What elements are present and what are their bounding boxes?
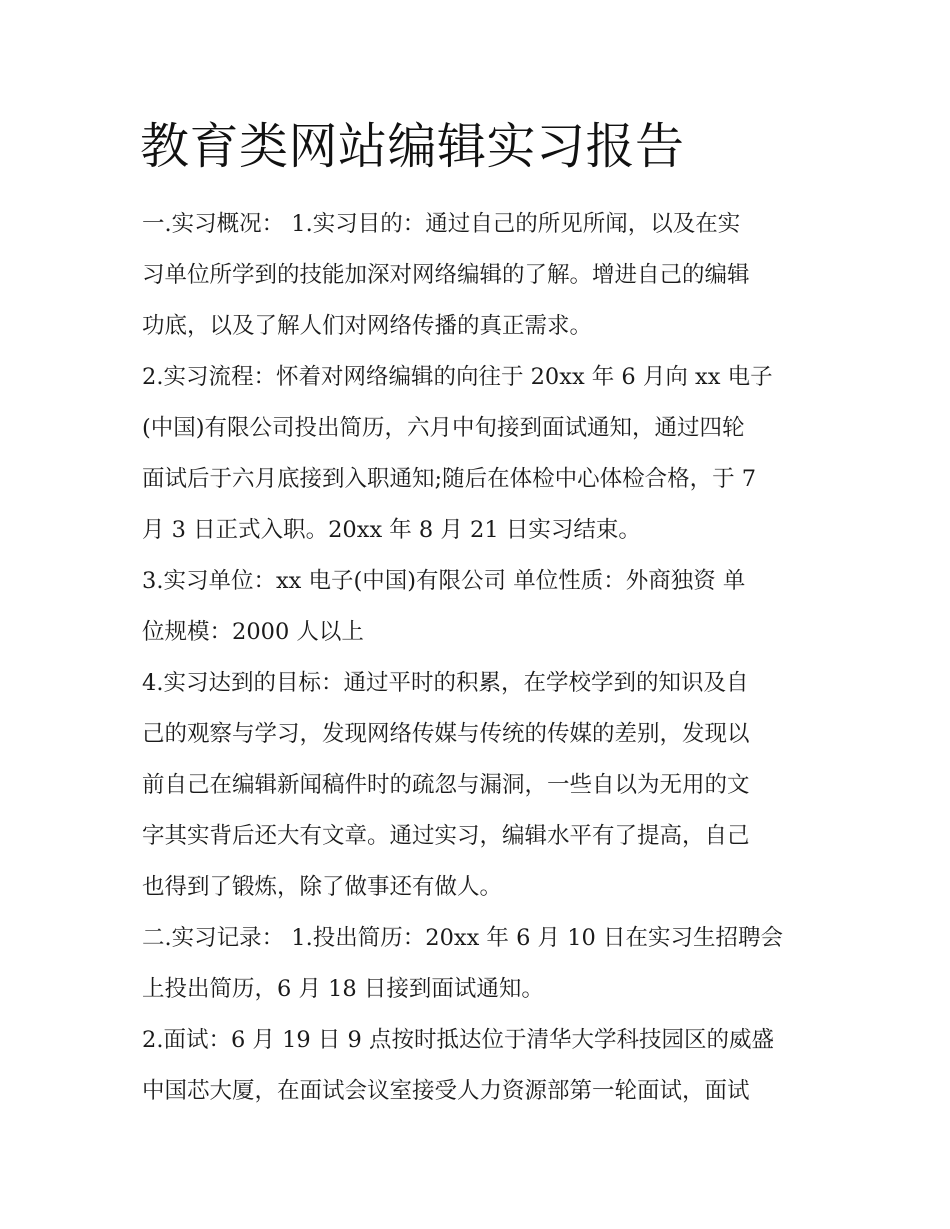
body-line: 面试后于六月底接到入职通知;随后在体检中心体检合格，于 7 xyxy=(142,466,757,492)
document-body xyxy=(142,199,814,1117)
body-line: 功底，以及了解人们对网络传播的真正需求。 xyxy=(142,313,593,339)
body-line: 上投出简历，6 月 18 日接到面试通知。 xyxy=(142,976,544,1002)
body-line: 4.实习达到的目标：通过平时的积累，在学校学到的知识及自 xyxy=(142,670,749,696)
body-line: 己的观察与学习，发现网络传媒与传统的传媒的差别，发现以 xyxy=(142,721,750,747)
body-line: 2.面试：6 月 19 日 9 点按时抵达位于清华大学科技园区的威盛 xyxy=(142,1027,774,1053)
body-line: 2.实习流程：怀着对网络编辑的向往于 20xx 年 6 月向 xx 电子 xyxy=(142,364,773,390)
body-line: 习单位所学到的技能加深对网络编辑的了解。增进自己的编辑 xyxy=(142,262,750,288)
body-line: (中国)有限公司投出简历，六月中旬接到面试通知，通过四轮 xyxy=(142,415,745,441)
body-line: 前自己在编辑新闻稿件时的疏忽与漏洞，一些自以为无用的文 xyxy=(142,772,750,798)
body-line: 位规模：2000 人以上 xyxy=(142,619,364,645)
document-title: 教育类网站编辑实习报告 xyxy=(140,118,685,175)
body-line: 字其实背后还大有文章。通过实习，编辑水平有了提高，自己 xyxy=(142,823,750,849)
body-line: 月 3 日正式入职。20xx 年 8 月 21 日实习结束。 xyxy=(142,517,641,543)
body-line: 中国芯大厦，在面试会议室接受人力资源部第一轮面试，面试 xyxy=(142,1078,750,1104)
body-line: 一.实习概况： 1.实习目的：通过自己的所见所闻，以及在实 xyxy=(142,211,741,237)
body-line: 3.实习单位：xx 电子(中国)有限公司 单位性质：外商独资 单 xyxy=(142,568,746,594)
body-line: 二.实习记录： 1.投出简历：20xx 年 6 月 10 日在实习生招聘会 xyxy=(142,925,783,951)
body-line: 也得到了锻炼，除了做事还有做人。 xyxy=(142,874,503,900)
